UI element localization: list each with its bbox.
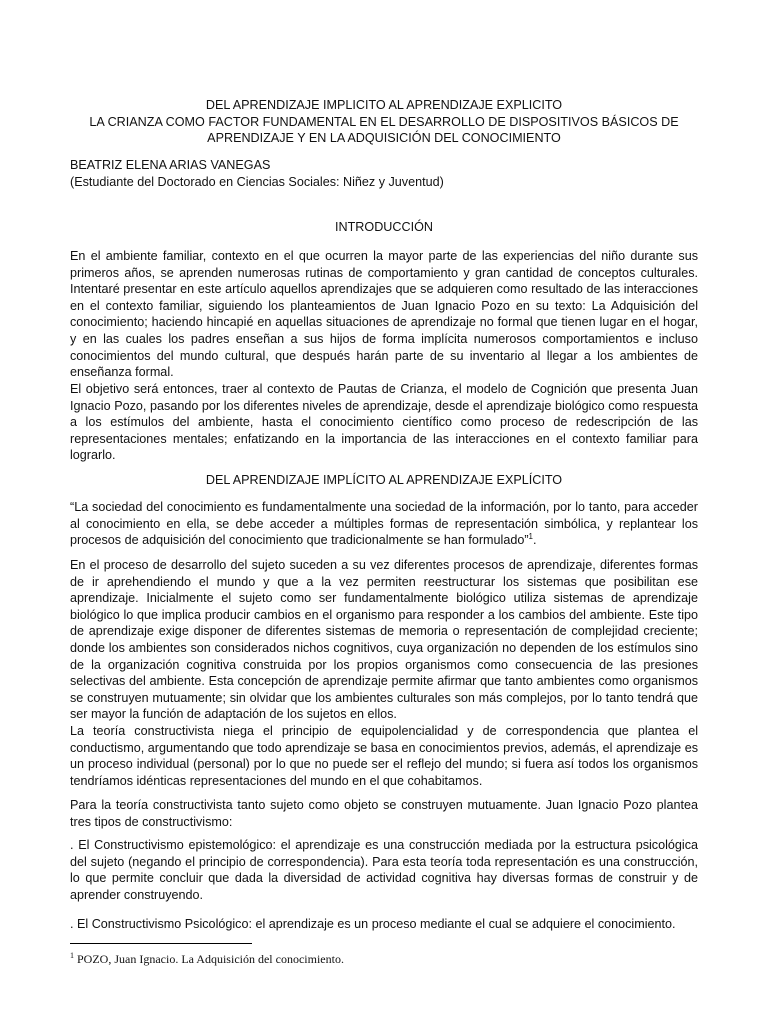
title-line-2: LA CRIANZA COMO FACTOR FUNDAMENTAL EN EL DESARROLLO DE DISPOSITIVOS BÁSICOS DE: [89, 114, 679, 129]
footnote-separator: [70, 943, 252, 944]
paragraph-2: El objetivo será entonces, traer al contexto de Pautas de Crianza, el modelo de Cognición que presenta Juan Ignacio Pozo, pasando por los diferentes niveles de aprendizaje, desde el aprendizaje biológico como respuesta a los estímulos del ambiente, hasta el conocimiento científico como proceso de redescripción de las representaciones mentales; enfatizando en la importancia de las interacciones en el contexto familiar para lograrlo.: [70, 382, 698, 463]
paragraph-1: En el ambiente familiar, contexto en el que ocurren la mayor parte de las experiencias del niño durante sus primeros años, se aprenden numerosas rutinas de comportamiento y gran cantidad de conceptos culturales. Intentaré presentar en este artículo aquellos aprendizajes que se adquieren como resultado de las interacciones en el contexto familiar, siguiendo los planteamientos de Juan Ignacio Pozo en su texto: La Adquisición del conocimiento; haciendo hincapié en aquellas situaciones de aprendizaje no formal que tienen lugar en el hogar, y en las cuales los padres enseñan a sus hijos de forma implícita numerosos comportamientos e incluso conocimientos del mundo cultural, que después harán parte de su inventario al llegar a los ambientes de enseñanza formal.: [70, 249, 698, 380]
paragraph-8: . El Constructivismo Psicológico: el aprendizaje es un proceso mediante el cual se adquiere el conocimiento.: [70, 917, 676, 931]
title-line-1: DEL APRENDIZAJE IMPLICITO AL APRENDIZAJE EXPLICITO: [205, 98, 563, 112]
section-heading-introduction: INTRODUCCIÓN: [335, 220, 433, 234]
document-title: [70, 97, 698, 147]
footnote-reference: 1: [528, 532, 533, 542]
quote-paragraph: [70, 499, 698, 549]
paragraph-7: . El Constructivismo epistemológico: el aprendizaje es una construcción mediada por la estructura psicológica del sujeto (negando el principio de correspondencia). Para esta teoría toda representación es una construcción, lo que permite concluir que dada la diversidad de actividad cognitiva hay diversas formas de construir y de aprender construyendo.: [70, 838, 698, 902]
paragraph-6: Para la teoría constructivista tanto sujeto como objeto se construyen mutuamente. Juan Ignacio Pozo plantea tres tipos de constructivismo:: [70, 798, 698, 829]
footnote-text: POZO, Juan Ignacio. La Adquisición del conocimiento.: [74, 952, 344, 966]
quote-end: .: [533, 533, 537, 548]
title-line-3: APRENDIZAJE Y EN LA ADQUISICIÓN DEL CONOCIMIENTO: [207, 131, 561, 146]
author-affiliation: (Estudiante del Doctorado en Ciencias Sociales: Niñez y Juventud): [70, 174, 444, 189]
footnote-number: 1: [70, 951, 74, 960]
paragraph-5: La teoría constructivista niega el principio de equipolencialidad y de correspondencia que plantea el conductismo, argumentando que todo aprendizaje se basa en conocimientos previos, además, el aprendizaje es un proceso individual (personal) por lo que no puede ser el reflejo del mundo; si fuera así todos los organismos tendríamos idénticas representaciones del mundo en el que cohabitamos.: [70, 724, 698, 788]
footnote: [70, 952, 698, 967]
paragraph-4: En el proceso de desarrollo del sujeto suceden a su vez diferentes procesos de aprendizaje, diferentes formas de ir aprehendiendo el mundo y que a la vez permiten reestructurar los sistemas que posibilitan ese aprendizaje. Inicialmente el sujeto como ser fundamentalmente biológico utiliza sistemas de aprendizaje biológico lo que implica producir cambios en el organismo para responder a los cambios del ambiente. Este tipo de aprendizaje exige disponer de diferentes sistemas de memoria o representación de complejidad creciente; donde los ambientes son considerados nichos cognitivos, cuya organización no dependen de los estímulos sino de la organización cognitiva construida por los propios organismos como consecuencia de las presiones selectivas del ambiente. Esta concepción de aprendizaje permite afirmar que tanto ambientes como organismos se construyen mutuamente; sin olvidar que los ambientes culturales son más complejos, por lo tanto tendrá que ser mayor la función de adaptación de los sujetos en ellos.: [70, 558, 698, 722]
quote-text: “La sociedad del conocimiento es fundamentalmente una sociedad de la información, por lo tanto, para acceder al conocimiento en ella, se debe acceder a múltiples formas de representación simbólica, y replantear los procesos de adquisición del conocimiento que tradicionalmente se han formulado”: [70, 500, 698, 548]
author-name: BEATRIZ ELENA ARIAS VANEGAS: [70, 158, 271, 172]
section-heading-implicit-explicit: DEL APRENDIZAJE IMPLÍCITO AL APRENDIZAJE EXPLÍCITO: [205, 473, 563, 487]
author-block: [70, 157, 698, 190]
